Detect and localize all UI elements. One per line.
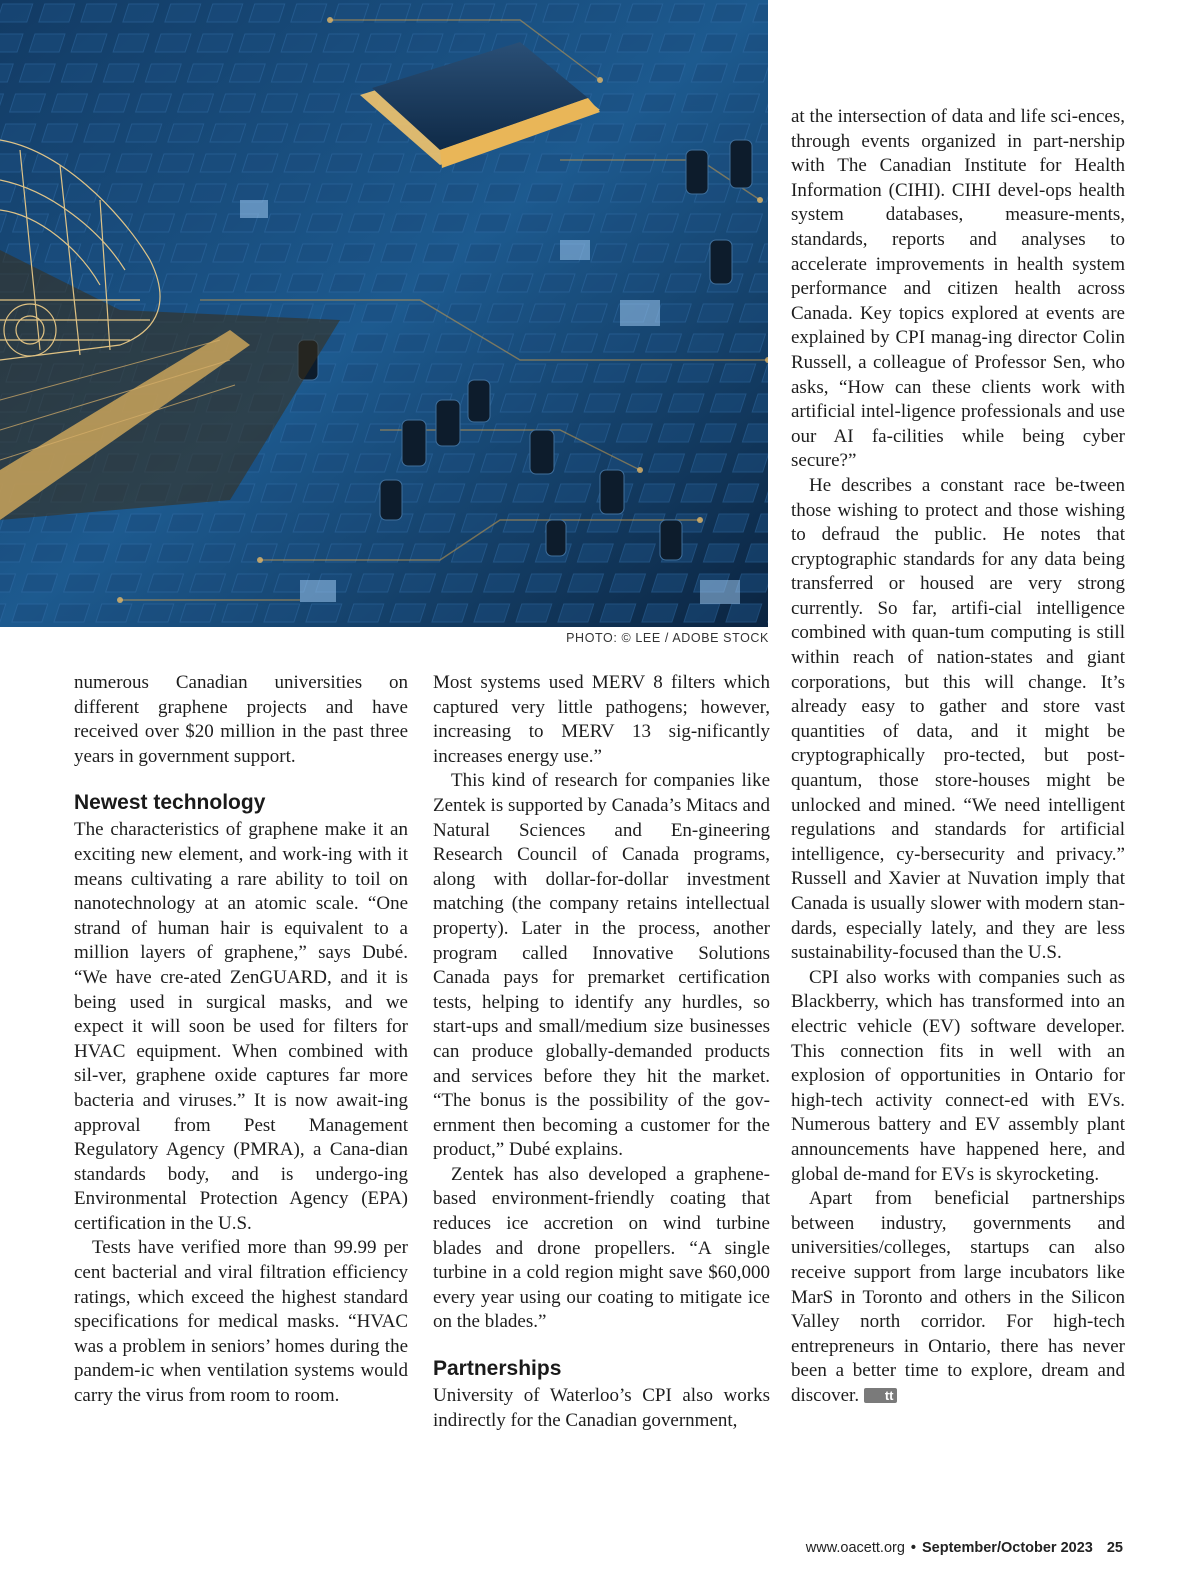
page-number: 25 [1106,1540,1123,1556]
paragraph: Zentek has also developed a graphene-based environment-friendly coating that reduces ice accretion on wind turbine blades and drone propellers. “A single turbine in a cold region might save $60,000 every year using our coating to mitigate ice on the blades.” [433,1163,770,1333]
paragraph: numerous Canadian universities on different graphene projects and have received over $20 million in the past three years in government support. [74,672,408,767]
paragraph: Most systems used MERV 8 filters which captured very little pathogens; however, increasing to MERV 13 sig-nificantly increases energy use.” [433,672,770,767]
issue-date: September/October 2023 [922,1540,1093,1556]
paragraph-final [791,1187,1125,1408]
website-link[interactable]: www.oacett.org [805,1540,905,1556]
paragraph: CPI also works with companies such as Blackberry, which has transformed into an electric vehicle (EV) software developer. This connection fits in well with an explosion of opportunities in Ontario for high-tech activity connect-ed with EVs. Numerous battery and EV assembly plant announcements have happened here, and global de-mand for EVs is skyrocketing. [791,966,1125,1185]
cover-photo [0,0,768,627]
paragraph: The characteristics of graphene make it an exciting new element, and work-ing with it means cultivating a rare ability to toil on nanotechnology at an atomic scale. “One strand of human hair is equivalent to a million layers of graphene,” says Dubé. “We have cre-ated ZenGUARD, and it is being used in surgical masks, and we expect it will soon be used for filters for HVAC equipment. When combined with sil-ver, graphene oxide captures far more bacteria and viruses.” It is now await-ing approval from Pest Management Regulatory Agency (PMRA), a Cana-dian standards body, and is undergo-ing Environmental Protection Agency (EPA) certification in the U.S. [74,819,408,1234]
paragraph: This kind of research for companies like Zentek is supported by Canada’s Mitacs and Natural Sciences and En-gineering Research Council of Canada programs, along with dollar-for-dollar investment matching (the company retains intellectual property). Later in the process, another program called Innovative Solutions Canada pays for premarket certification tests, helping to identify any hurdles, so start-ups and small/medium size businesses can produce globally-demanded products and services before they hit the market. “The bonus is the possibility of the gov-ernment then becoming a customer for the product,” Dubé explains. [433,770,770,1161]
paragraph-text: Apart from beneficial partnerships between industry, governments and universities/colleges, startups can also receive support from large incubators like MarS in Toronto and others in the Silicon Valley north corridor. For high-tech entrepreneurs in Ontario, there has never been a better time to explore, dream and discover. [791,1188,1125,1406]
section-heading-newest-technology: Newest technology [74,791,266,815]
end-mark-icon: tt [864,1388,897,1403]
circuit-board-image [0,0,768,627]
article-column-2 [433,671,770,1433]
paragraph: Tests have verified more than 99.99 per cent bacterial and viral filtration efficiency ratings, which exceed the highest standard specifications for medical masks. “HVAC was a problem in seniors’ homes during the pandem-ic when ventilation systems would carry the virus from room to room. [74,1237,408,1407]
article-column-3 [791,105,1125,1408]
article-column-1 [74,671,408,1409]
photo-credit: PHOTO: © LEE / ADOBE STOCK [566,631,769,645]
paragraph: He describes a constant race be-tween those wishing to protect and those wishing to defraud the public. He notes that cryptographic standards for any data being transferred or housed are very strong currently. So far, artifi-cial intelligence combined with quan-tum computing is still within reach of nation-states and giant corporations, but this will change. It’s already easy to gather and store vast quantities of data, and it might be cryptographically pro-tected, but post-quantum, those store-houses might be unlocked and mined. “We need intelligent regulations and standards for artificial intelligence, cy-bersecurity and privacy.” Russell and Xavier at Nuvation imply that Canada is usually slower with modern stan-dards, especially lately, and they are less sustainability-focused than the U.S. [791,474,1125,964]
page-footer [806,1540,1123,1556]
footer-separator: • [910,1540,916,1556]
section-heading-partnerships: Partnerships [433,1357,562,1381]
paragraph: at the intersection of data and life sci-ences, through events organized in part-nership with The Canadian Institute for Health Information (CIHI). CIHI devel-ops health system databases, measure-ments, standards, reports and analyses to accelerate improvements in health system performance and citizen health across Canada. Key topics explored at events are explained by CPI manag-ing director Colin Russell, a colleague of Professor Sen, who asks, “How can these clients work with artificial intel-ligence professionals and use our AI fa-cilities while being cyber secure?” [791,106,1125,472]
paragraph: University of Waterloo’s CPI also works indirectly for the Canadian government, [433,1385,770,1431]
